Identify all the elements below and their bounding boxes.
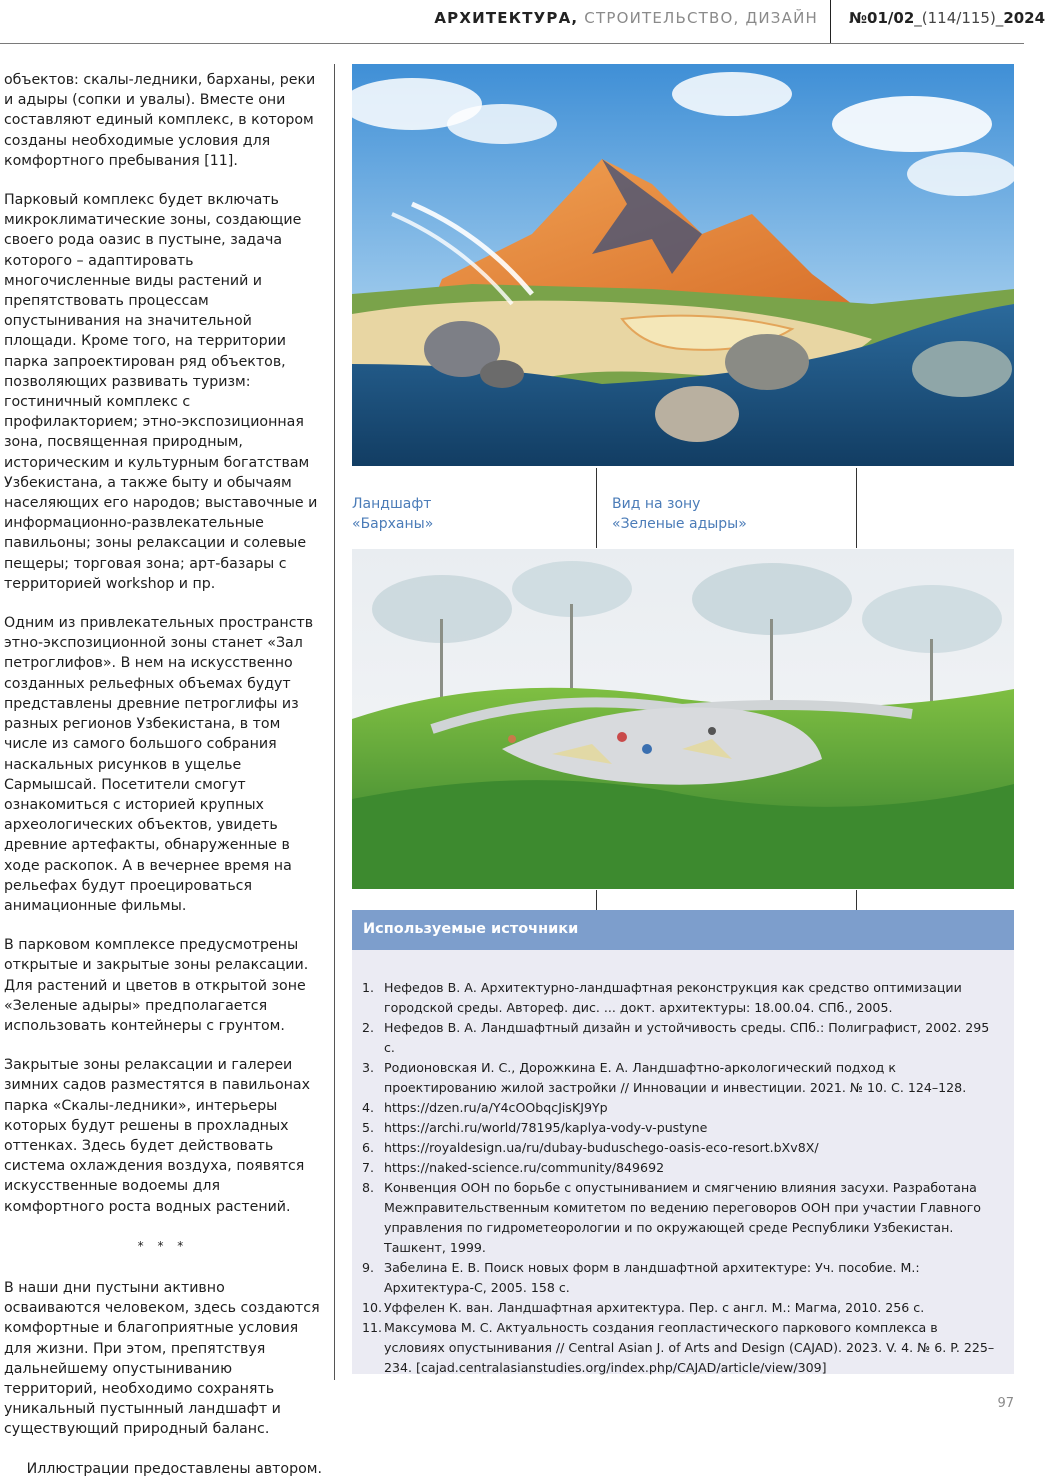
source-number: 4. xyxy=(362,1100,375,1115)
source-number: 7. xyxy=(362,1160,375,1175)
journal-section-title xyxy=(434,9,818,27)
caption-line: «Зеленые адыры» xyxy=(612,516,747,532)
issue-number-sub: _(114/115)_ xyxy=(914,9,1004,27)
landscape-barkhany-illustration xyxy=(352,64,1014,466)
article-text-column xyxy=(4,70,322,1479)
source-number: 8. xyxy=(362,1180,375,1195)
source-item xyxy=(362,978,1002,1018)
source-item xyxy=(362,1118,1002,1138)
paragraph: Закрытые зоны релаксации и галереи зимних садов разместятся в павильонах парка «Скалы-ледники», интерьеры которых будут решены в прохладных оттенках. Здесь будет действовать система охлаждения воздуха, появятся искусственные водоемы для комфортного роста водных растений. xyxy=(4,1057,311,1215)
section-break-stars: * * * xyxy=(137,1238,189,1253)
sources-list-box xyxy=(352,950,1014,1374)
image-divider xyxy=(596,890,597,910)
source-number: 6. xyxy=(362,1140,375,1155)
sources-header xyxy=(352,910,1014,950)
source-text: Нефедов В. А. Ландшафтный дизайн и устойчивость среды. СПб.: Полиграфист, 2002. 295 с. xyxy=(384,1020,990,1055)
section-title-part2: СТРОИТЕЛЬСТВО, ДИЗАЙН xyxy=(584,9,818,27)
source-text: Уффелен К. ван. Ландшафтная архитектура. Пер. с англ. М.: Магма, 2010. 256 с. xyxy=(384,1300,925,1315)
source-item xyxy=(362,1178,1002,1258)
sources-list xyxy=(362,978,1002,1378)
paragraph: объектов: скалы-ледники, барханы, реки и адыры (сопки и увалы). Вместе они составляют единый комплекс, в котором созданы необходимые условия для комфортного пребывания [11]. xyxy=(4,72,316,169)
source-number: 3. xyxy=(362,1060,375,1075)
source-text: Родионовская И. С., Дорожкина Е. А. Ландшафтно-аркологический подход к проектированию жилой застройки // Инновации и инвестиции. 2021. № 10. С. 124–128. xyxy=(384,1060,967,1095)
caption-line: «Барханы» xyxy=(352,516,434,532)
source-item xyxy=(362,1138,1002,1158)
caption-divider xyxy=(856,468,857,548)
column-rule xyxy=(334,64,335,1380)
caption-divider xyxy=(596,468,597,548)
source-number: 2. xyxy=(362,1020,375,1035)
source-text: Нефедов В. А. Архитектурно-ландшафтная реконструкция как средство оптимизации городской среды. Автореф. дис. ... докт. архитектуры: 18.00.04. СПб., 2005. xyxy=(384,980,962,1015)
issue-year: 2024 xyxy=(1003,9,1045,27)
source-item xyxy=(362,1258,1002,1298)
sources-title: Используемые источники xyxy=(363,921,579,937)
source-link[interactable]: https://dzen.ru/a/Y4cOObqcJisKJ9Yp xyxy=(384,1100,608,1115)
source-number: 1. xyxy=(362,980,375,995)
source-item xyxy=(362,1058,1002,1098)
header-rule xyxy=(0,43,1024,44)
source-item xyxy=(362,1298,1002,1318)
caption-green-adyry xyxy=(612,494,747,534)
paragraph: Парковый комплекс будет включать микроклиматические зоны, создающие своего рода оазис в пустыне, задача которого – адаптировать многочисленные виды растений и препятствовать процессам опустынивания на значительной площади. Кроме того, на территории парка запроектирован ряд объектов, позволяющих развивать туризм: гостиничный комплекс с профилакторием; этно-экспозиционная зона, посвященная природным, историческим и культурным богатствам Узбекистана, а также быту и обычаям населяющих его народов; выставочные и информационно-развлекательные павильоны; зоны релаксации и солевые пещеры; торговая зона; арт-базары с территорией workshop и пр. xyxy=(4,192,318,592)
landscape-barkhany-image xyxy=(352,64,1014,466)
source-link[interactable]: https://archi.ru/world/78195/kaplya-vody-v-pustyne xyxy=(384,1120,708,1135)
section-title-part1: АРХИТЕКТУРА, xyxy=(434,9,579,27)
running-header xyxy=(0,0,1045,44)
source-number: 11. xyxy=(362,1320,383,1335)
caption-line: Вид на зону xyxy=(612,496,701,512)
source-text: Максумова М. С. Актуальность создания геопластического паркового комплекса в условиях опустынивания // Central Asian J. of Arts and Design (CAJAD). 2023. V. 4. № 6. P. 225–234. [cajad.centralasianstudies.org/index.php/CAJAD/article/view/309] xyxy=(384,1320,995,1375)
source-link[interactable]: https://naked-science.ru/community/849692 xyxy=(384,1160,665,1175)
caption-landscape-barkhany xyxy=(352,494,433,534)
header-divider xyxy=(830,0,831,44)
paragraph: В парковом комплексе предусмотрены открытые и закрытые зоны релаксации. Для растений и цветов в открытой зоне «Зеленые адыры» предполагается использовать контейнеры с грунтом. xyxy=(4,937,309,1034)
issue-number xyxy=(849,9,1045,27)
green-adyry-illustration xyxy=(352,549,1014,889)
illustration-credit: Иллюстрации предоставлены автором. xyxy=(26,1460,322,1477)
source-link[interactable]: https://royaldesign.ua/ru/dubay-buduschego-oasis-eco-resort.bXv8X/ xyxy=(384,1140,819,1155)
source-number: 5. xyxy=(362,1120,375,1135)
source-item xyxy=(362,1318,1002,1378)
green-adyry-image xyxy=(352,549,1014,889)
paragraph: Одним из привлекательных пространств этно-экспозиционной зоны станет «Зал петроглифов». В нем на искусственно созданных рельефных объемах будут представлены древние петроглифы из разных регионов Узбекистана, в том числе из самого большого собрания наскальных рисунков в ущелье Сармышсай. Посетители смогут ознакомиться с историей крупных археологических объектов, увидеть древние артефакты, обнаруженные в ходе раскопок. А в вечернее время на рельефах будут проецироваться анимационные фильмы. xyxy=(4,615,314,914)
source-item xyxy=(362,1018,1002,1058)
source-text: Забелина Е. В. Поиск новых форм в ландшафтной архитектуре: Уч. пособие. М.: Архитектура-С, 2005. 158 с. xyxy=(384,1260,920,1295)
paragraph: В наши дни пустыни активно осваиваются человеком, здесь создаются комфортные и благоприятные условия для жизни. При этом, препятствуя дальнейшему опустыниванию территорий, необходимо сохранять уникальный пустынный ландшафт и существующий природный баланс. xyxy=(4,1279,320,1438)
issue-number-main: №01/02 xyxy=(849,9,915,27)
source-text: Конвенция ООН по борьбе с опустыниванием и смягчению влияния засухи. Разработана Межправительственным комитетом по ведению переговоров ООН при участии Главного управления по гидрометеорологии и по окружающей среде Республики Узбекистан. Ташкент, 1999. xyxy=(384,1180,982,1255)
source-number: 10. xyxy=(362,1300,383,1315)
image-divider xyxy=(856,890,857,910)
page-number: 97 xyxy=(997,1396,1014,1411)
caption-line: Ландшафт xyxy=(352,496,432,512)
source-number: 9. xyxy=(362,1260,375,1275)
source-item xyxy=(362,1098,1002,1118)
source-item xyxy=(362,1158,1002,1178)
